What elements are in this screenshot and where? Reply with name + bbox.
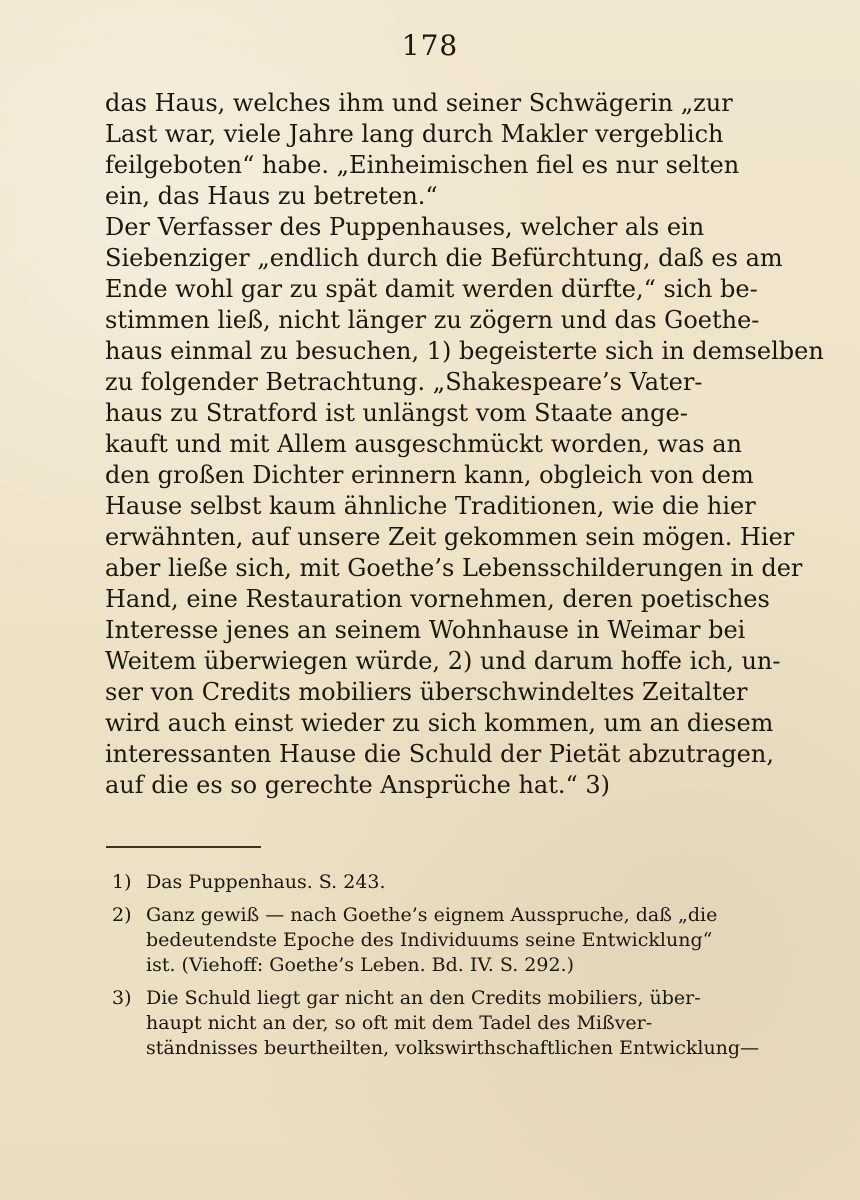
text-line: interessanten Hause die Schuld der Pietät abzutragen, [105, 740, 774, 768]
text-line: Weitem überwiegen würde, 2) und darum hoffe ich, un- [105, 647, 781, 675]
text-line: ser von Credits mobiliers überschwindeltes Zeitalter [105, 678, 748, 706]
text-line: den großen Dichter erinnern kann, obgleich von dem [105, 461, 754, 489]
footnote-line: Das Puppenhaus. S. 243. [146, 871, 386, 893]
text-line: Last war, viele Jahre lang durch Makler vergeblich [105, 120, 724, 148]
footnote-1 [112, 870, 820, 895]
main-text [105, 88, 824, 801]
footnote-2 [112, 903, 820, 978]
text-line: das Haus, welches ihm und seiner Schwägerin „zur [105, 89, 733, 117]
footnote-marker: 3) [112, 987, 132, 1009]
footnote-line: bedeutendste Epoche des Individuums seine Entwicklung“ [146, 929, 713, 951]
footnote-line: ständnisses beurtheilten, volkswirthschaftlichen Entwicklung— [146, 1037, 760, 1059]
footnote-body [146, 986, 820, 1061]
text-line: feilgeboten“ habe. „Einheimischen fiel es nur selten [105, 151, 740, 179]
text-line: Hand, eine Restauration vornehmen, deren poetisches [105, 585, 770, 613]
footnote-line: haupt nicht an der, so oft mit dem Tadel des Mißver- [146, 1012, 653, 1034]
text-line: aber ließe sich, mit Goethe’s Lebensschilderungen in der [105, 554, 803, 582]
footnotes [112, 870, 820, 1069]
page-number: 178 [401, 29, 459, 62]
text-line: haus einmal zu besuchen, 1) begeisterte sich in demselben [105, 337, 824, 365]
footnote-marker: 2) [112, 904, 132, 926]
text-line: auf die es so gerechte Ansprüche hat.“ 3) [105, 771, 611, 799]
text-line: kauft und mit Allem ausgeschmückt worden, was an [105, 430, 742, 458]
footnote-line: ist. (Viehoff: Goethe’s Leben. Bd. IV. S. 292.) [146, 954, 574, 976]
footnote-separator [106, 846, 261, 848]
text-line: Siebenziger „endlich durch die Befürchtung, daß es am [105, 244, 783, 272]
footnote-marker: 1) [112, 871, 132, 893]
footnote-body [146, 903, 820, 978]
text-line: ein, das Haus zu betreten.“ [105, 182, 438, 210]
text-line: Interesse jenes an seinem Wohnhause in Weimar bei [105, 616, 746, 644]
text-line: haus zu Stratford ist unlängst vom Staate ange- [105, 399, 688, 427]
text-line: Ende wohl gar zu spät damit werden dürfte,“ sich be- [105, 275, 758, 303]
text-line: Der Verfasser des Puppenhauses, welcher als ein [105, 213, 705, 241]
footnote-3 [112, 986, 820, 1061]
text-line: wird auch einst wieder zu sich kommen, um an diesem [105, 709, 774, 737]
footnote-line: Ganz gewiß — nach Goethe’s eignem Ausspruche, daß „die [146, 904, 718, 926]
text-line: erwähnten, auf unsere Zeit gekommen sein mögen. Hier [105, 523, 795, 551]
text-line: Hause selbst kaum ähnliche Traditionen, wie die hier [105, 492, 756, 520]
footnote-body [146, 870, 820, 895]
text-line: stimmen ließ, nicht länger zu zögern und das Goethe- [105, 306, 760, 334]
text-line: zu folgender Betrachtung. „Shakespeare’s Vater- [105, 368, 703, 396]
footnote-line: Die Schuld liegt gar nicht an den Credits mobiliers, über- [146, 987, 701, 1009]
